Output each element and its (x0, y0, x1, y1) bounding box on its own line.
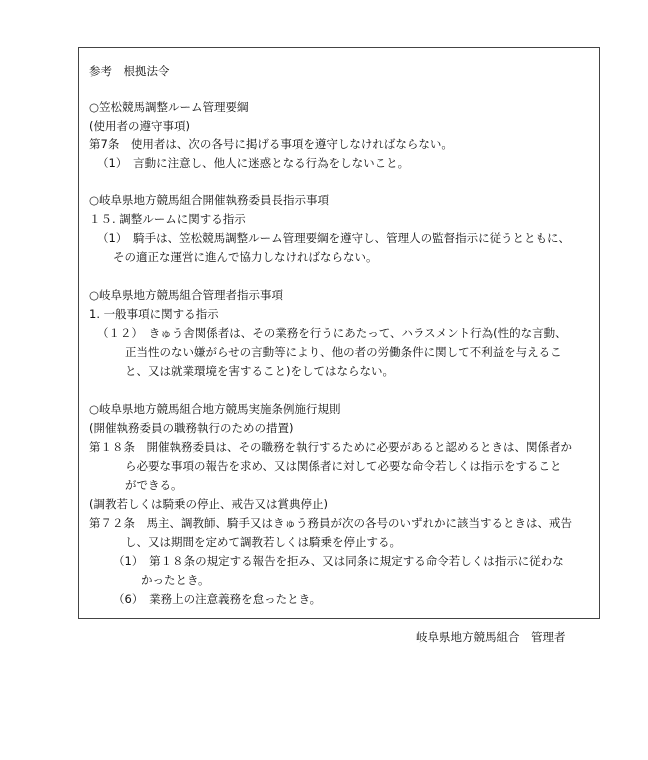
article-item: （1） 第１８条の規定する報告を拒み、又は同条に規定する命令若しくは指示に従わな (113, 554, 564, 568)
section-title-enforcement-rules: ○岐阜県地方競馬組合地方競馬実施条例施行規則 (89, 402, 341, 416)
article-item: （6） 業務上の注意義務を怠ったとき。 (113, 592, 322, 606)
article-heading: (開催執務委員の職務執行のための措置) (89, 421, 294, 435)
article-item-continued: その適正な運営に進んで協力しなければならない。 (113, 250, 378, 264)
section-title-manager-instructions: ○岐阜県地方競馬組合管理者指示事項 (89, 288, 284, 302)
article-text: 第１８条 開催執務委員は、その職務を執行するために必要があると認めるときは、関係者か (89, 440, 572, 454)
article-heading: １５. 調整ルームに関する指示 (89, 212, 246, 226)
section-title-chairman-instructions: ○岐阜県地方競馬組合開催執務委員長指示事項 (89, 193, 330, 207)
article-heading: 1. 一般事項に関する指示 (89, 307, 219, 321)
article-item-continued: かったとき。 (141, 573, 210, 587)
section-header: 参考 根拠法令 (89, 64, 170, 78)
article-item: （１２） きゅう舎関係者は、その業務を行うにあたって、ハラスメント行為(性的な言動、 (97, 326, 567, 340)
article-text-continued: し、又は期間を定めて調教若しくは騎乗を停止する。 (125, 535, 401, 549)
article-item-continued: 正当性のない嫌がらせの言動等により、他の者の労働条件に関して不利益を与えるこ (125, 345, 562, 359)
article-item: （1） 言動に注意し、他人に迷惑となる行為をしないこと。 (97, 156, 410, 170)
article-heading: (使用者の遵守事項) (89, 119, 190, 133)
article-text-continued: ら必要な事項の報告を求め、又は関係者に対して必要な命令若しくは指示をすること (125, 459, 562, 473)
article-text-continued: ができる。 (125, 478, 183, 492)
article-text: 第7条 使用者は、次の各号に掲げる事項を遵守しなければならない。 (89, 137, 453, 151)
article-item: （1） 騎手は、笠松競馬調整ルーム管理要綱を遵守し、管理人の監督指示に従うとともに、 (97, 231, 571, 245)
article-item-continued: と、又は就業環境を害すること)をしてはならない。 (125, 364, 394, 378)
article-heading: (調教若しくは騎乗の停止、戒告又は賞典停止) (89, 497, 328, 511)
section-title-kasamatsu-room: ○笠松競馬調整ルーム管理要綱 (89, 100, 249, 114)
article-text: 第７２条 馬主、調教師、騎手又はきゅう務員が次の各号のいずれかに該当するときは、戒告 (89, 516, 572, 530)
signature: 岐阜県地方競馬組合 管理者 (416, 630, 566, 644)
